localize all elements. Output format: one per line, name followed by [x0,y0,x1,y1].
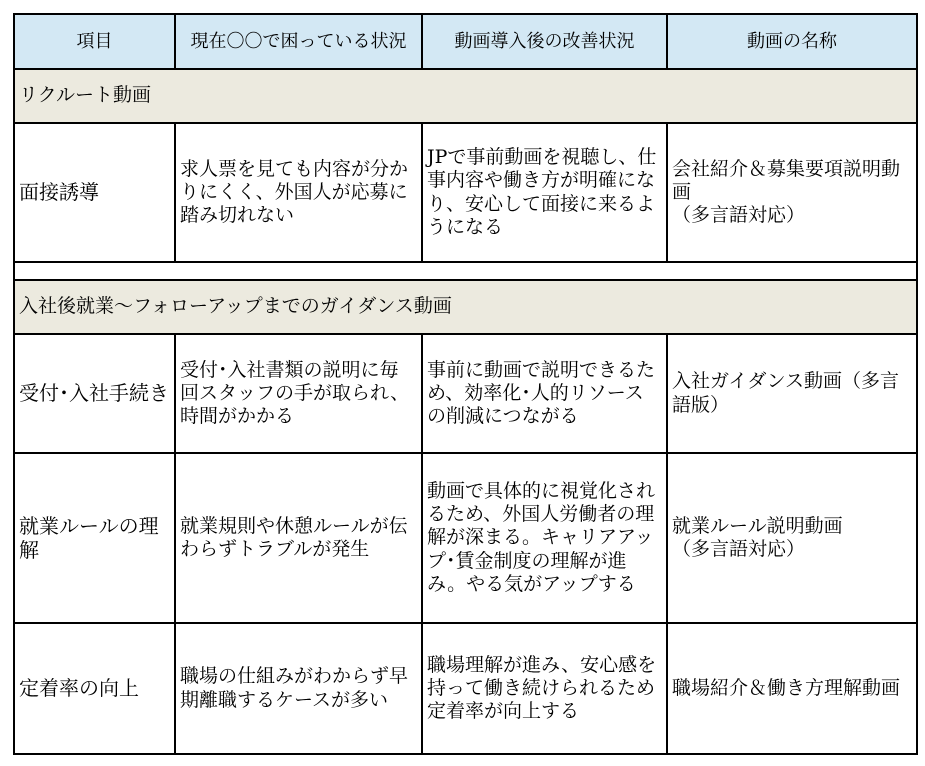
table-row [14,453,917,623]
row-improvement: 事前に動画で説明できるため、効率化･人的リソースの削減につながる [422,334,667,453]
table-row [14,623,917,754]
row-video-name: 入社ガイダンス動画（多言語版） [667,334,917,453]
row-video-name: 就業ルール説明動画 （多言語対応） [667,453,917,623]
table-header-row [14,14,917,69]
spacer-row [14,262,917,280]
section-row-guidance [14,280,917,334]
row-item: 受付･入社手続き [14,334,175,453]
row-item: 面接誘導 [14,123,175,262]
comparison-table [13,13,918,755]
section-title-recruit: リクルート動画 [14,69,917,123]
row-item: 定着率の向上 [14,623,175,754]
header-improvement: 動画導入後の改善状況 [422,14,667,69]
row-improvement: JPで事前動画を視聴し、仕事内容や働き方が明確になり、安心して面接に来るようになる [422,123,667,262]
header-current-problem: 現在〇〇で困っている状況 [175,14,422,69]
section-title-guidance: 入社後就業～フォローアップまでのガイダンス動画 [14,280,917,334]
row-problem: 受付･入社書類の説明に毎回スタッフの手が取られ、時間がかかる [175,334,422,453]
row-improvement: 動画で具体的に視覚化されるため、外国人労働者の理解が深まる。キャリアアップ･賃金制度の理解が進み。やる気がアップする [422,453,667,623]
row-video-name: 会社紹介＆募集要項説明動画 （多言語対応） [667,123,917,262]
spacer-cell [14,262,917,280]
table-row [14,334,917,453]
header-item: 項目 [14,14,175,69]
row-item: 就業ルールの理解 [14,453,175,623]
section-row-recruit [14,69,917,123]
row-problem: 就業規則や休憩ルールが伝わらずトラブルが発生 [175,453,422,623]
table-row [14,123,917,262]
row-improvement: 職場理解が進み、安心感を持って働き続けられるため定着率が向上する [422,623,667,754]
row-problem: 求人票を見ても内容が分かりにくく、外国人が応募に踏み切れない [175,123,422,262]
row-video-name: 職場紹介＆働き方理解動画 [667,623,917,754]
row-problem: 職場の仕組みがわからず早期離職するケースが多い [175,623,422,754]
header-video-name: 動画の名称 [667,14,917,69]
